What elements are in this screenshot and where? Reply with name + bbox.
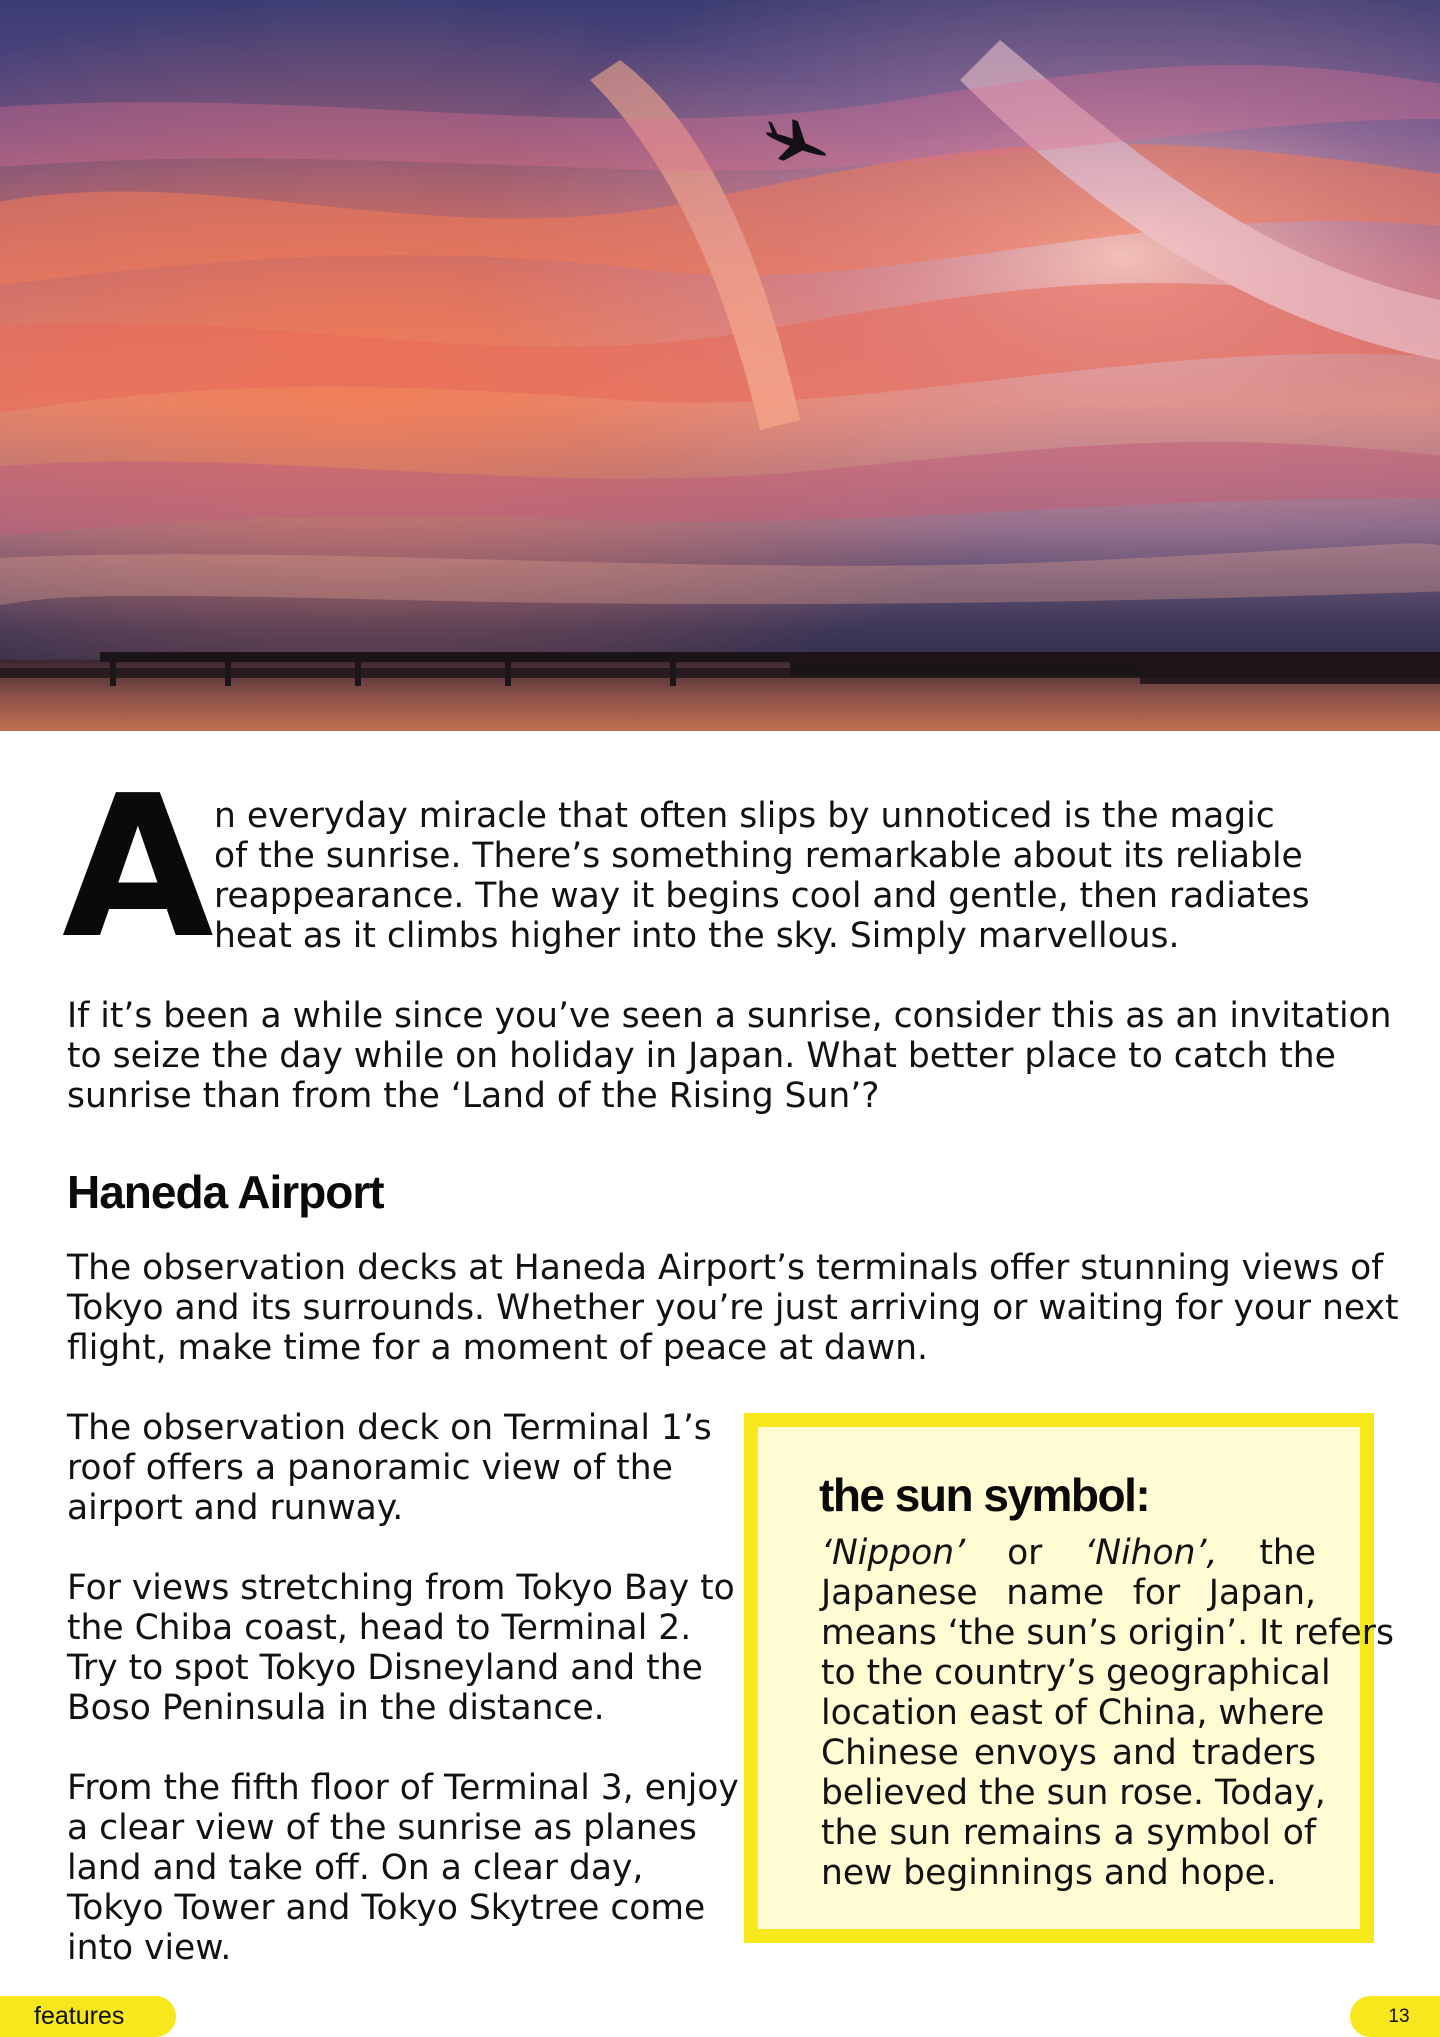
sunset-sky-image [0, 0, 1440, 731]
observation-line: flight, make time for a moment of peace at dawn. [67, 1328, 928, 1368]
terminals-column [67, 1408, 739, 1968]
sidebar-line: new beginnings and hope. [821, 1853, 1277, 1893]
intro-line: n everyday miracle that often slips by unnoticed is the magic [214, 796, 1275, 836]
invitation-line: sunrise than from the ‘Land of the Rising Sun’? [67, 1076, 880, 1116]
invitation-line: If it’s been a while since you’ve seen a sunrise, consider this as an invitation [67, 996, 1392, 1036]
sidebar-body [821, 1533, 1394, 1893]
terminal-2-line: For views stretching from Tokyo Bay to [67, 1568, 735, 1608]
or-word: or [1007, 1533, 1043, 1573]
terminal-3-line: into view. [67, 1928, 232, 1968]
drop-cap: A [62, 754, 210, 982]
intro-line: heat as it climbs higher into the sky. Simply marvellous. [214, 916, 1180, 956]
section-tab: features [0, 1996, 176, 2037]
terminal-1-line: The observation deck on Terminal 1’s [67, 1408, 712, 1448]
terminal-3-line: From the fifth floor of Terminal 3, enjoy [67, 1768, 739, 1808]
terminal-1-line: airport and runway. [67, 1488, 404, 1528]
terminal-3-line: land and take off. On a clear day, [67, 1848, 644, 1888]
sidebar-first-line [821, 1533, 1316, 1573]
sun-symbol-sidebar [744, 1413, 1394, 1943]
terminal-3-line: a clear view of the sunrise as planes [67, 1808, 697, 1848]
invitation-paragraph [67, 996, 1392, 1116]
sidebar-line: believed the sun rose. Today, [821, 1773, 1326, 1813]
terminal-1-line: roof offers a panoramic view of the [67, 1448, 673, 1488]
terminal-1-paragraph [67, 1408, 727, 1528]
terminal-2-line: Try to spot Tokyo Disneyland and the [67, 1648, 703, 1688]
sidebar-line: the sun remains a symbol of [821, 1813, 1316, 1853]
page-number: 13 [1350, 1996, 1440, 2037]
observation-line: Tokyo and its surrounds. Whether you’re just arriving or waiting for your next [67, 1288, 1399, 1328]
terminal-2-line: the Chiba coast, head to Terminal 2. [67, 1608, 692, 1648]
intro-line: reappearance. The way it begins cool and gentle, then radiates [214, 876, 1310, 916]
hero-photo [0, 0, 1440, 731]
sidebar-line: Chinese envoys and traders [821, 1733, 1316, 1773]
sidebar-line: Japanese name for Japan, [821, 1573, 1316, 1613]
terminal-3-paragraph [67, 1768, 739, 1968]
sidebar-line: means ‘the sun’s origin’. It refers [821, 1613, 1394, 1653]
terminal-2-paragraph [67, 1568, 735, 1728]
paragraph-gap [67, 1728, 727, 1768]
sidebar-title: the sun symbol: [819, 1469, 1150, 1521]
intro-line: of the sunrise. There’s something remarkable about its reliable [214, 836, 1303, 876]
nippon-term: ‘Nippon’ [821, 1533, 966, 1573]
paragraph-gap [67, 1528, 727, 1568]
invitation-line: to seize the day while on holiday in Japan. What better place to catch the [67, 1036, 1336, 1076]
terminal-3-line: Tokyo Tower and Tokyo Skytree come [67, 1888, 706, 1928]
sidebar-line: to the country’s geographical [821, 1653, 1331, 1693]
sidebar-line: location east of China, where [821, 1693, 1325, 1733]
section-heading: Haneda Airport [67, 1166, 384, 1218]
nihon-term: ‘Nihon’, [1084, 1533, 1218, 1573]
observation-line: The observation decks at Haneda Airport’s terminals offer stunning views of [67, 1248, 1384, 1288]
intro-paragraph [214, 796, 1354, 956]
the-word: the [1259, 1533, 1317, 1573]
observation-decks-paragraph [67, 1248, 1399, 1368]
terminal-2-line: Boso Peninsula in the distance. [67, 1688, 605, 1728]
